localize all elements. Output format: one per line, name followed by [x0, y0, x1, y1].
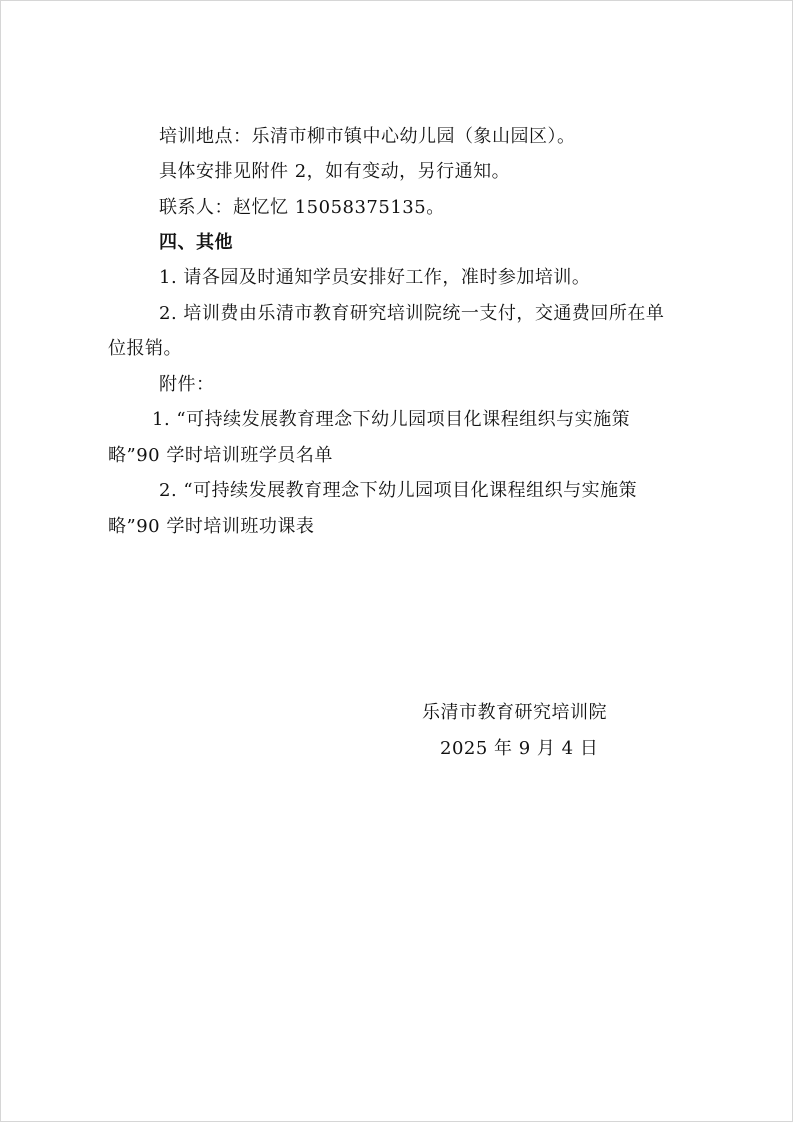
attachment-2-line-2: 略”90 学时培训班功课表 — [108, 516, 315, 537]
attachment-1-line-2: 略”90 学时培训班学员名单 — [108, 445, 333, 466]
contact-person: 联系人：赵忆忆 15058375135。 — [159, 197, 445, 218]
signature-organization: 乐清市教育研究培训院 — [422, 702, 607, 723]
other-item-1: 1. 请各园及时通知学员安排好工作，准时参加培训。 — [159, 267, 591, 288]
signature-date: 2025 年 9 月 4 日 — [440, 738, 599, 759]
section-heading-other: 四、其他 — [159, 232, 233, 253]
training-location: 培训地点：乐清市柳市镇中心幼儿园（象山园区）。 — [159, 126, 576, 147]
other-item-2-line-1: 2. 培训费由乐清市教育研究培训院统一支付，交通费回所在单 — [159, 303, 665, 324]
attachment-2-line-1: 2. “可持续发展教育理念下幼儿园项目化课程组织与实施策 — [159, 480, 638, 501]
arrangement-note: 具体安排见附件 2，如有变动，另行通知。 — [159, 161, 511, 182]
attachment-1-line-1: 1. “可持续发展教育理念下幼儿园项目化课程组织与实施策 — [152, 409, 631, 430]
attachments-label: 附件： — [159, 374, 215, 395]
other-item-2-line-2: 位报销。 — [108, 338, 182, 359]
